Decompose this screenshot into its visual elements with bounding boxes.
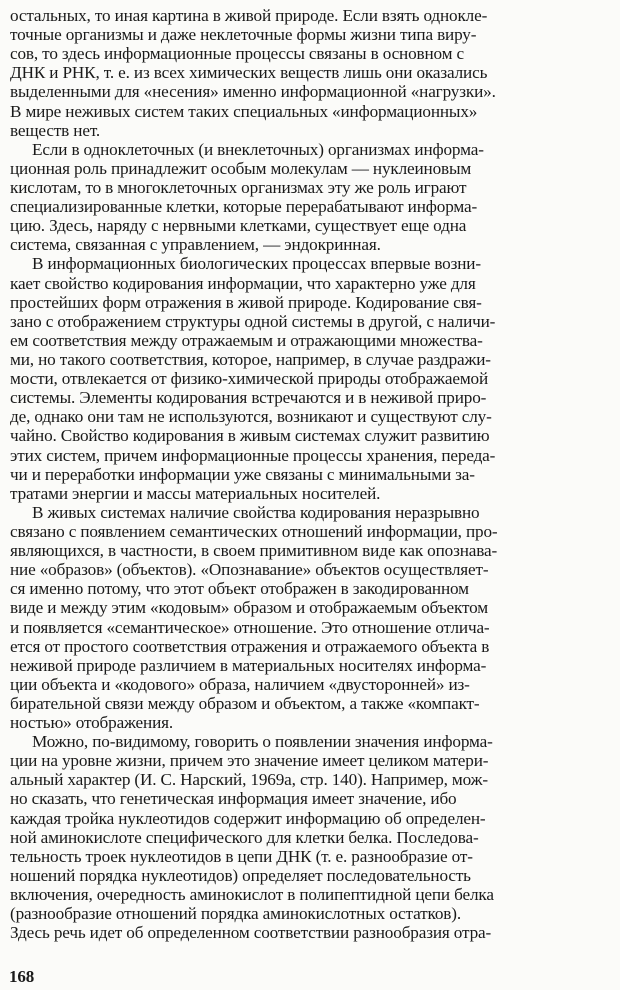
text-line: мости, отвлекается от физико-химической природы отображаемой xyxy=(10,369,489,389)
paragraph-1 xyxy=(10,6,607,140)
text-line: простейших форм отражения в живой природе. Кодирование свя- xyxy=(10,292,482,312)
text-line: цию. Здесь, наряду с нервными клетками, существует еще одна xyxy=(10,216,467,236)
text-line: ем соответствия между отражаемым и отражающими множества- xyxy=(10,330,483,350)
text-line: но сказать, что генетическая информация имеет значение, ибо xyxy=(10,789,457,809)
text-line: В мире неживых систем таких специальных «информационных» xyxy=(10,101,478,121)
text-line: связано с появлением семантических отношений информации, про- xyxy=(10,521,498,541)
paragraph-3 xyxy=(10,254,607,502)
text-line: Можно, по-видимому, говорить о появлении значения информа- xyxy=(32,732,493,752)
text-line: де, однако они там не используются, возникают и существуют слу- xyxy=(10,407,492,427)
text-line: этих систем, причем информационные процессы хранения, переда- xyxy=(10,445,496,465)
text-line: тельность троек нуклеотидов в цепи ДНК (т. е. разнообразие от- xyxy=(10,846,473,866)
text-line: кает свойство кодирования информации, что характерно уже для xyxy=(10,273,476,293)
text-line: и появляется «семантическое» отношение. Это отношение отлича- xyxy=(10,617,490,637)
text-line: ми, но такого соответствия, которое, например, в случае раздражи- xyxy=(10,349,491,369)
text-line: тратами энергии и массы материальных носителей. xyxy=(10,483,381,503)
text-line: ционная роль принадлежит особым молекулам — нуклеиновым xyxy=(10,158,472,178)
paragraph-4 xyxy=(10,503,607,732)
text-line: Если в одноклеточных (и внеклеточных) организмах информа- xyxy=(32,139,484,159)
page-number: 168 xyxy=(9,967,35,986)
text-line: чайно. Свойство кодирования в живым системах служит развитию xyxy=(10,426,490,446)
text-line: чи и переработки информации уже связаны с минимальными за- xyxy=(10,464,475,484)
text-line: (разнообразие отношений порядка аминокислотных остатков). xyxy=(10,904,461,924)
text-line: веществ нет. xyxy=(10,120,101,140)
paragraph-5 xyxy=(10,732,607,942)
text-line: ной аминокислоте специфического для клетки белка. Последова- xyxy=(10,827,479,847)
text-line: ностью» отображения. xyxy=(10,713,174,733)
text-line: являющихся, в частности, в своем примитивном виде как опознава- xyxy=(10,541,498,561)
paragraph-2 xyxy=(10,140,607,255)
text-line: системы. Элементы кодирования встречаются и в неживой приро- xyxy=(10,388,487,408)
text-line: сов, то здесь информационные процессы связаны в основном с xyxy=(10,44,465,64)
text-line: ся именно потому, что этот объект отображен в закодированном xyxy=(10,579,469,599)
text-line: ется от простого соответствия отражения и отражаемого объекта в xyxy=(10,636,490,656)
text-line: неживой природе различием в материальных носителях информа- xyxy=(10,655,487,675)
text-line: Здесь речь идет об определенном соответствии разнообразия отра- xyxy=(10,923,492,943)
text-line: система, связанная с управлением, — эндокринная. xyxy=(10,235,381,255)
text-line: кислотам, то в многоклеточных организмах эту же роль играют xyxy=(10,177,467,197)
text-line: включения, очередность аминокислот в полипептидной цепи белка xyxy=(10,885,494,905)
text-line: альный характер (И. С. Нарский, 1969а, стр. 140). Например, мож- xyxy=(10,770,488,790)
text-line: ние «образов» (объектов). «Опознавание» объектов осуществляет- xyxy=(10,560,489,580)
text-line: ношений порядка нуклеотидов) определяет последовательность xyxy=(10,865,471,885)
text-line: В живых системах наличие свойства кодирования неразрывно xyxy=(32,502,480,522)
text-line: бирательной связи между образом и объектом, а также «компакт- xyxy=(10,693,480,713)
text-line: точные организмы и даже неклеточные формы жизни типа виру- xyxy=(10,25,477,45)
text-line: специализированные клетки, которые перерабатывают информа- xyxy=(10,197,478,217)
text-line: ции на уровне жизни, причем это значение имеет целиком матери- xyxy=(10,751,489,771)
text-line: ДНК и РНК, т. е. из всех химических веществ лишь они оказались xyxy=(10,63,488,83)
text-line: зано с отображением структуры одной системы в другой, с наличи- xyxy=(10,311,496,331)
text-line: выделенными для «несения» именно информационной «нагрузки». xyxy=(10,82,496,102)
text-line: виде и между этим «кодовым» образом и отображаемым объектом xyxy=(10,598,488,618)
text-line: каждая тройка нуклеотидов содержит информацию об определен- xyxy=(10,808,486,828)
text-line: остальных, то иная картина в живой природе. Если взять однокле- xyxy=(10,6,488,25)
text-line: В информационных биологических процессах впервые возни- xyxy=(32,254,481,274)
text-line: ции объекта и «кодового» образа, наличием «двусторонней» из- xyxy=(10,674,470,694)
